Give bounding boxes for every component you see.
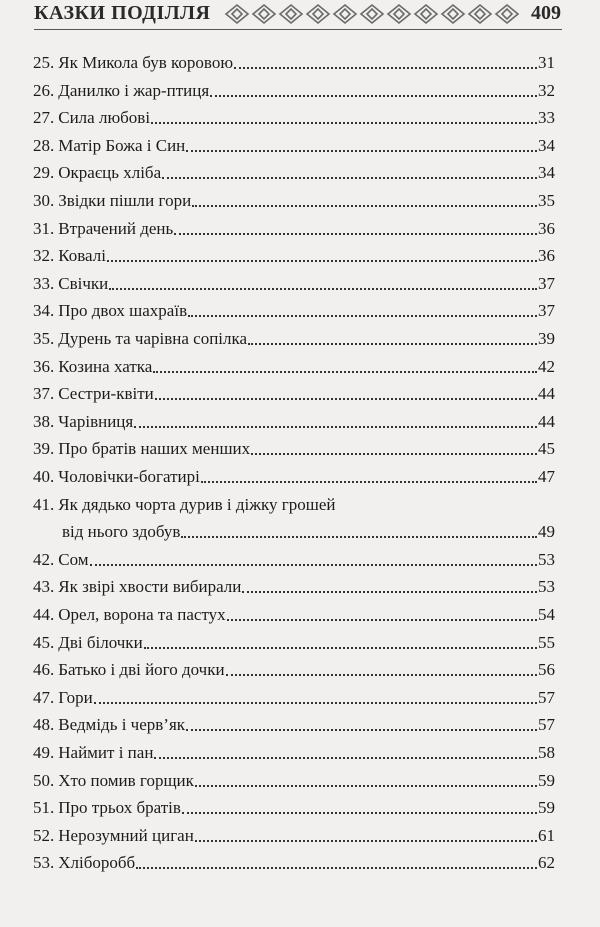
toc-entry xyxy=(33,687,555,709)
toc-entry xyxy=(33,825,555,847)
entry-title: Хліборобб xyxy=(58,853,136,873)
entry-page: 57 xyxy=(538,687,555,707)
dot-leader xyxy=(201,481,537,483)
entry-page: 58 xyxy=(538,743,555,762)
ornament-motif xyxy=(496,5,518,23)
entry-title: Свічки xyxy=(58,273,109,293)
entry-title: Матір Божа і Син xyxy=(58,135,186,155)
toc-entry xyxy=(33,162,555,184)
entry-page: 45 xyxy=(538,439,555,459)
dot-leader xyxy=(90,564,537,566)
dot-leader xyxy=(109,288,537,290)
entry-page: 53 xyxy=(538,577,555,597)
entry-number: 48. xyxy=(33,715,55,735)
entry-page: 53 xyxy=(538,549,555,569)
entry-title: Як звірі хвости вибирали xyxy=(58,577,242,597)
entry-page: 37 xyxy=(538,273,555,293)
entry-title: Ведмідь і черв’як xyxy=(58,715,186,735)
ornament-motif xyxy=(280,5,302,23)
entry-title: Звідки пішли гори xyxy=(58,191,192,210)
entry-page: 34 xyxy=(538,163,555,183)
entry-title: Як Микола був коровою xyxy=(58,53,234,72)
entry-number: 31. xyxy=(33,218,55,238)
toc-entry xyxy=(33,852,555,874)
entry-title: Орел, ворона та пастух xyxy=(58,605,226,624)
toc-entry xyxy=(33,411,555,433)
entry-title: Батько і дві його дочки xyxy=(58,660,225,680)
entry-title: Про трьох братів xyxy=(58,798,181,818)
entry-number: 25. xyxy=(33,53,55,72)
dot-leader xyxy=(188,315,537,317)
header-rule xyxy=(34,29,562,30)
entry-page: 54 xyxy=(538,605,555,624)
entry-number: 29. xyxy=(33,163,55,183)
entry-number: 41. xyxy=(33,494,55,514)
dot-leader xyxy=(210,95,537,97)
entry-title: Втрачений день xyxy=(58,218,174,238)
entry-number: 33. xyxy=(33,273,55,293)
entry-number: 47. xyxy=(33,687,55,707)
ornament-motif xyxy=(334,5,356,23)
entry-number: 43. xyxy=(33,577,55,597)
dot-leader xyxy=(153,371,537,373)
toc-entry xyxy=(33,714,555,736)
toc-entry xyxy=(33,273,555,295)
dot-leader xyxy=(226,674,537,676)
entry-page: 35 xyxy=(538,191,555,210)
entry-page: 37 xyxy=(538,301,555,321)
ornament-motif xyxy=(253,5,275,23)
dot-leader xyxy=(154,757,537,759)
ornament-motif xyxy=(361,5,383,23)
entry-number: 53. xyxy=(33,853,55,873)
entry-number: 40. xyxy=(33,467,55,486)
dot-leader xyxy=(248,343,537,345)
dot-leader xyxy=(186,150,537,152)
entry-title: Чоловічки-богатирі xyxy=(58,467,200,486)
toc-entry xyxy=(33,245,555,267)
entry-number: 30. xyxy=(33,191,55,210)
entry-page: 56 xyxy=(538,660,555,680)
entry-page: 62 xyxy=(538,853,555,873)
dot-leader xyxy=(151,122,537,124)
entry-page: 42 xyxy=(538,356,555,376)
toc-entry xyxy=(33,549,555,571)
entry-number: 37. xyxy=(33,384,55,404)
ornament-motif xyxy=(469,5,491,23)
entry-page: 32 xyxy=(538,80,555,100)
entry-page: 34 xyxy=(538,135,555,155)
entry-page: 49 xyxy=(538,522,555,542)
dot-leader xyxy=(144,647,537,649)
entry-number: 52. xyxy=(33,825,55,845)
entry-title: Як дядько чорта дурив і діжку грошей xyxy=(58,494,336,514)
entry-title: Данилко і жар-птиця xyxy=(58,80,210,100)
toc-entry xyxy=(33,770,555,792)
entry-number: 42. xyxy=(33,549,55,569)
book-title: КАЗКИ ПОДІЛЛЯ xyxy=(34,2,211,24)
entry-title: Сестри-квіти xyxy=(58,384,154,404)
entry-title: Дурень та чарівна сопілка xyxy=(58,329,248,348)
entry-page: 36 xyxy=(538,246,555,266)
dot-leader xyxy=(186,729,537,731)
entry-page: 57 xyxy=(538,715,555,735)
toc-entry xyxy=(33,742,555,764)
entry-page: 44 xyxy=(538,384,555,404)
toc-entry xyxy=(33,632,555,654)
entry-number: 28. xyxy=(33,135,55,155)
dot-leader xyxy=(155,398,537,400)
dot-leader xyxy=(136,867,537,869)
toc-entry xyxy=(33,383,555,405)
entry-title: Наймит і пан xyxy=(58,743,154,762)
entry-title: Про братів наших менших xyxy=(58,439,251,459)
entry-title: Про двох шахраїв xyxy=(58,301,188,321)
dot-leader xyxy=(195,840,537,842)
dot-leader xyxy=(234,67,537,69)
toc-entry xyxy=(33,576,555,598)
ornament-border xyxy=(224,3,523,25)
ornament-motif xyxy=(442,5,464,23)
dot-leader xyxy=(134,426,537,428)
entry-title: Гори xyxy=(58,687,93,707)
toc-entry xyxy=(33,328,555,350)
entry-title: Чарівниця xyxy=(58,411,134,431)
toc-entry xyxy=(33,659,555,681)
dot-leader xyxy=(107,260,537,262)
entry-page: 55 xyxy=(538,632,555,652)
entry-page: 36 xyxy=(538,218,555,238)
entry-number: 51. xyxy=(33,798,55,818)
entry-page: 59 xyxy=(538,770,555,790)
dot-leader xyxy=(182,812,537,814)
dot-leader xyxy=(251,453,537,455)
toc-entry xyxy=(33,604,555,626)
entry-number: 45. xyxy=(33,632,55,652)
entry-title: Окраєць хліба xyxy=(58,163,162,183)
toc-entry xyxy=(33,190,555,212)
ornament-motif xyxy=(226,5,248,23)
dot-leader xyxy=(192,205,537,207)
entry-number: 39. xyxy=(33,439,55,459)
ornament-motif xyxy=(415,5,437,23)
entry-page: 61 xyxy=(538,825,555,845)
entry-number: 44. xyxy=(33,605,55,624)
entry-number: 50. xyxy=(33,770,55,790)
toc-entry xyxy=(33,135,555,157)
entry-page: 39 xyxy=(538,329,555,348)
entry-number: 38. xyxy=(33,411,55,431)
toc-entry xyxy=(33,466,555,488)
toc-entry xyxy=(33,438,555,460)
entry-title: Сом xyxy=(58,549,89,569)
page-number: 409 xyxy=(531,2,561,24)
toc-entry xyxy=(33,107,555,129)
entry-page: 33 xyxy=(538,108,555,128)
entry-title: Нерозумний циган xyxy=(58,825,194,845)
entry-page: 31 xyxy=(538,53,555,72)
ornament-motif xyxy=(307,5,329,23)
entry-title: Козина хатка xyxy=(58,356,153,376)
toc-entry xyxy=(33,797,555,819)
ornament-motif xyxy=(388,5,410,23)
entry-number: 34. xyxy=(33,301,55,321)
entry-number: 27. xyxy=(33,108,55,128)
entry-page: 47 xyxy=(538,467,555,486)
entry-page: 59 xyxy=(538,798,555,818)
toc-entry xyxy=(33,300,555,322)
toc-entry xyxy=(33,356,555,378)
entry-number: 49. xyxy=(33,743,55,762)
entry-title: Ковалі xyxy=(58,246,106,266)
entry-title: Хто помив горщик xyxy=(58,770,194,790)
running-header xyxy=(0,0,600,30)
entry-title: Дві білочки xyxy=(58,632,143,652)
entry-number: 35. xyxy=(33,329,55,348)
entry-title-continued: від нього здобув xyxy=(62,522,181,542)
dot-leader xyxy=(195,785,537,787)
toc-entry xyxy=(33,52,555,74)
entry-number: 32. xyxy=(33,246,55,266)
entry-title: Сила любові xyxy=(58,108,151,128)
dot-leader xyxy=(242,591,537,593)
entry-number: 26. xyxy=(33,80,55,100)
entry-page: 44 xyxy=(538,411,555,431)
toc-entry xyxy=(33,80,555,102)
toc-entry xyxy=(33,218,555,240)
dot-leader xyxy=(227,619,537,621)
dot-leader xyxy=(174,233,537,235)
entry-number: 46. xyxy=(33,660,55,680)
dot-leader xyxy=(94,702,537,704)
dot-leader xyxy=(162,177,537,179)
dot-leader xyxy=(181,536,537,538)
entry-number: 36. xyxy=(33,356,55,376)
